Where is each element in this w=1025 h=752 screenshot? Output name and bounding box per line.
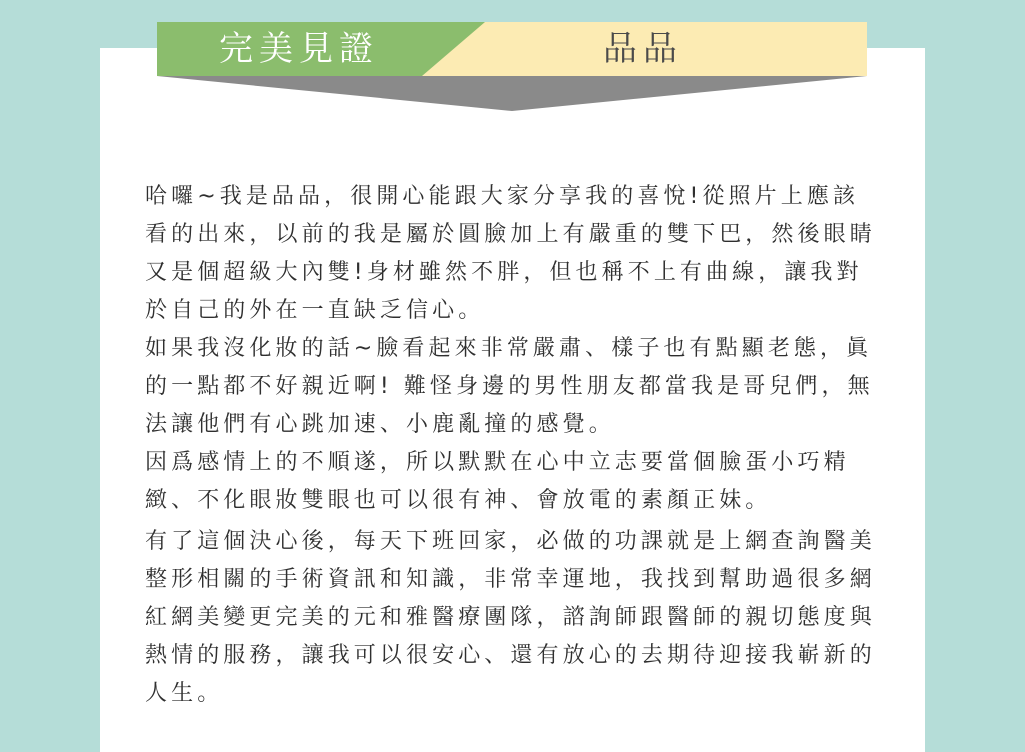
story-paragraph-1: 哈囉~我是品品，很開心能跟大家分享我的喜悅!從照片上應該看的出來，以前的我是屬於圓臉加上有嚴重的雙下巴，然後眼睛又是個超級大內雙!身材雖然不胖，但也稱不上有曲線，讓我對於自己的外在一直缺乏信心。 (145, 184, 876, 323)
story-paragraph-4: 有了這個決心後，每天下班回家，必做的功課就是上網查詢醫美整形相關的手術資訊和知識，非常幸運地，我找到幫助過很多網紅網美變更完美的元和雅醫療團隊，諮詢師跟醫師的親切態度與熱情的服務，讓我可以很安心、還有放心的去期待迎接我嶄新的人生。 (145, 529, 876, 706)
story-paragraph-3: 因爲感情上的不順遂，所以默默在心中立志要當個臉蛋小巧精緻、不化眼妝雙眼也可以很有神、會放電的素顏正妹。 (145, 450, 850, 513)
title-banner (157, 22, 867, 76)
banner-title: 完美見證 (219, 29, 379, 69)
banner-name: 品品 (603, 29, 683, 69)
story-paragraph-2: 如果我沒化妝的話~臉看起來非常嚴肅、樣子也有點顯老態，眞的一點都不好親近啊! 難怪身邊的男性朋友都當我是哥兒們，無法讓他們有心跳加速、小鹿亂撞的感覺。 (145, 336, 874, 437)
down-arrow-icon (157, 76, 867, 112)
testimonial-text (145, 178, 885, 713)
